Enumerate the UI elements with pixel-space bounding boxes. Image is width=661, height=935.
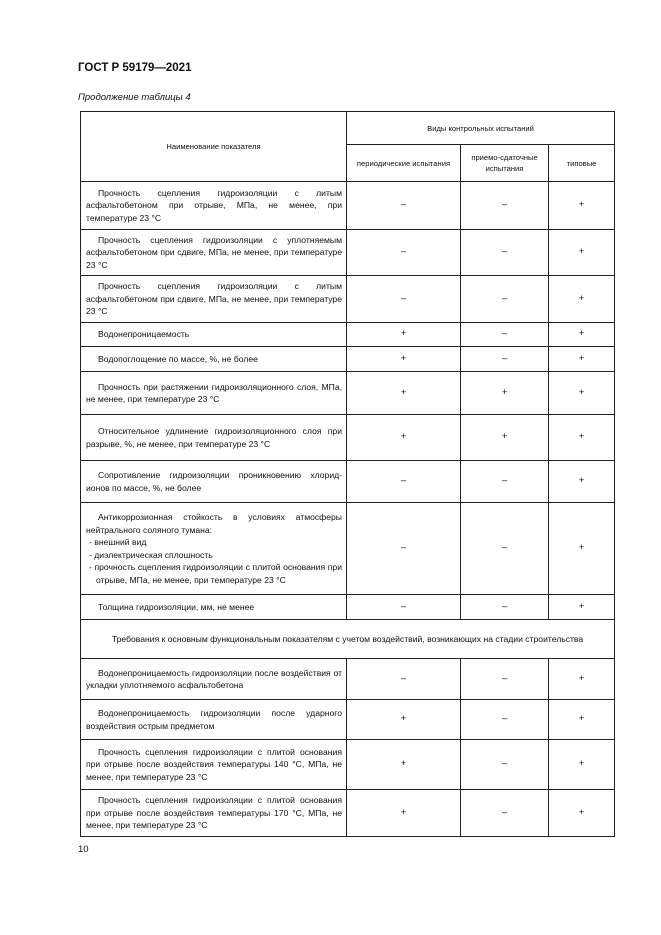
- cell-type: +: [549, 415, 615, 461]
- cell-periodic: –: [347, 503, 461, 595]
- table-header: [81, 112, 615, 182]
- cell-acceptance: –: [461, 595, 549, 620]
- cell-type: +: [549, 595, 615, 620]
- cell-periodic: +: [347, 347, 461, 372]
- row-name: Относительное удлинение гидроизоляционного слоя при разрыве, %, не менее, при температуре 23 °C: [81, 415, 347, 461]
- cell-type: +: [549, 740, 615, 790]
- cell-acceptance: –: [461, 700, 549, 740]
- table-row: [81, 461, 615, 503]
- section-title: Требования к основным функциональным показателям с учетом воздействий, возникающих на стадии строительства: [81, 620, 615, 659]
- cell-periodic: –: [347, 230, 461, 276]
- row-name: Прочность при растяжении гидроизоляционного слоя, МПа, не менее, при температуре 23 °C: [81, 372, 347, 415]
- corrosion-item: - внешний вид: [89, 537, 147, 547]
- corrosion-row: [81, 503, 615, 595]
- cell-acceptance: +: [461, 415, 549, 461]
- row-name: Водонепроницаемость: [81, 323, 347, 347]
- thickness-row: [81, 595, 615, 620]
- row-name: Толщина гидроизоляции, мм, не менее: [81, 595, 347, 620]
- cell-acceptance: –: [461, 182, 549, 230]
- table-row: [81, 230, 615, 276]
- test-types-table: [80, 111, 615, 837]
- cell-type: +: [549, 461, 615, 503]
- cell-acceptance: –: [461, 503, 549, 595]
- header-type: типовые: [549, 145, 615, 182]
- table-row: [81, 700, 615, 740]
- cell-type: +: [549, 503, 615, 595]
- row-name: Водонепроницаемость гидроизоляции после ударного воздействия острым предметом: [81, 700, 347, 740]
- cell-periodic: –: [347, 595, 461, 620]
- cell-periodic: –: [347, 276, 461, 323]
- table-row: [81, 415, 615, 461]
- cell-acceptance: –: [461, 740, 549, 790]
- table-row: [81, 323, 615, 347]
- table-row: [81, 276, 615, 323]
- row-name: Сопротивление гидроизоляции проникновению хлорид-ионов по массе, %, не более: [81, 461, 347, 503]
- table-row: [81, 790, 615, 837]
- cell-periodic: –: [347, 182, 461, 230]
- corrosion-item: - прочность сцепления гидроизоляции с плитой основания при отрыве, МПа, не менее, при температуре 23 °C: [89, 562, 342, 585]
- row-name: Прочность сцепления гидроизоляции с уплотняемым асфальтобетоном при сдвиге, МПа, не менее, при температуре 23 °C: [81, 230, 347, 276]
- cell-acceptance: –: [461, 659, 549, 700]
- table-caption: Продолжение таблицы 4: [78, 92, 191, 103]
- row-name: Прочность сцепления гидроизоляции с плитой основания при отрыве после воздействия температуры 170 °C, МПа, не менее, при температуре 23 °C: [81, 790, 347, 837]
- cell-acceptance: –: [461, 790, 549, 837]
- cell-type: +: [549, 790, 615, 837]
- row-name: Водопоглощение по массе, %, не более: [81, 347, 347, 372]
- cell-periodic: +: [347, 790, 461, 837]
- cell-periodic: +: [347, 740, 461, 790]
- cell-periodic: –: [347, 659, 461, 700]
- row-name: [81, 503, 347, 595]
- section-header-row: [81, 620, 615, 659]
- cell-type: +: [549, 182, 615, 230]
- cell-acceptance: –: [461, 347, 549, 372]
- table-row: [81, 347, 615, 372]
- cell-periodic: –: [347, 461, 461, 503]
- row-name: Прочность сцепления гидроизоляции с литым асфальтобетоном при отрыве, МПа, не менее, при температуре 23 °C: [81, 182, 347, 230]
- cell-periodic: +: [347, 323, 461, 347]
- cell-acceptance: –: [461, 276, 549, 323]
- table-row: [81, 659, 615, 700]
- corrosion-item: - диэлектрическая сплошность: [89, 549, 213, 560]
- header-acceptance: приемо-сдаточные испытания: [461, 145, 549, 182]
- cell-type: +: [549, 347, 615, 372]
- cell-type: +: [549, 276, 615, 323]
- page-number: 10: [78, 844, 89, 855]
- table-body: [81, 182, 615, 837]
- cell-type: +: [549, 659, 615, 700]
- header-name-column: Наименование показателя: [81, 112, 347, 182]
- cell-acceptance: –: [461, 323, 549, 347]
- header-group: Виды контрольных испытаний: [347, 112, 615, 145]
- header-periodic: периодические испытания: [347, 145, 461, 182]
- row-name: Водонепроницаемость гидроизоляции после воздействия от укладки уплотняемого асфальтобетона: [81, 659, 347, 700]
- table-row: [81, 372, 615, 415]
- cell-type: +: [549, 230, 615, 276]
- table-row: [81, 740, 615, 790]
- cell-type: +: [549, 372, 615, 415]
- table-row: [81, 182, 615, 230]
- corrosion-intro: Антикоррозионная стойкость в условиях атмосферы нейтрального соляного тумана:: [86, 512, 342, 535]
- cell-periodic: +: [347, 415, 461, 461]
- cell-type: +: [549, 323, 615, 347]
- cell-acceptance: +: [461, 372, 549, 415]
- row-name: Прочность сцепления гидроизоляции с плитой основания при отрыве после воздействия температуры 140 °C, МПа, не менее, при температуре 23 °C: [81, 740, 347, 790]
- cell-acceptance: –: [461, 461, 549, 503]
- cell-type: +: [549, 700, 615, 740]
- cell-acceptance: –: [461, 230, 549, 276]
- row-name: Прочность сцепления гидроизоляции с литым асфальтобетоном при сдвиге, МПа, не менее, при температуре 23 °C: [81, 276, 347, 323]
- cell-periodic: +: [347, 372, 461, 415]
- document-code: ГОСТ Р 59179—2021: [78, 62, 192, 74]
- cell-periodic: +: [347, 700, 461, 740]
